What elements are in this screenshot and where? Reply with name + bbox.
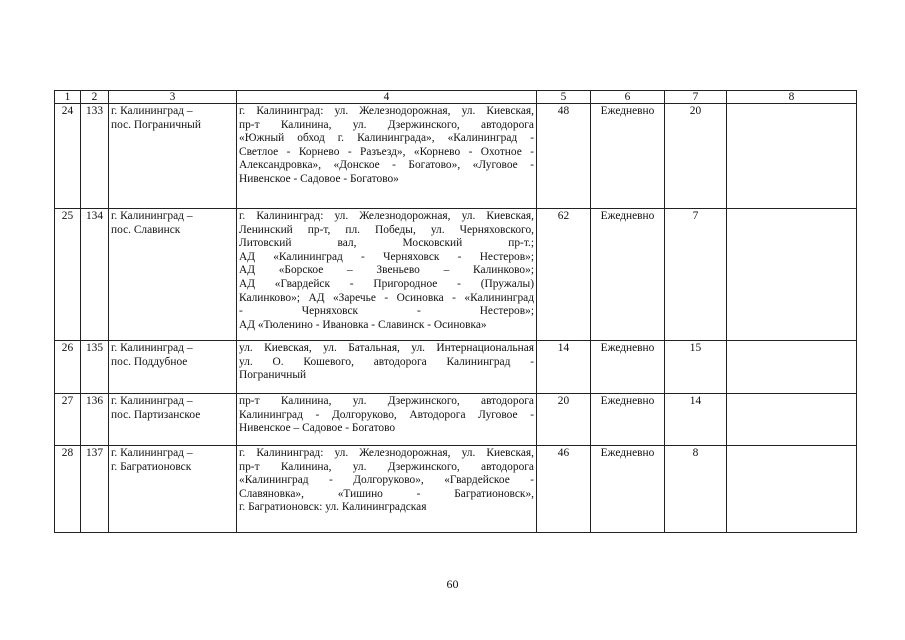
header-cell-7: 7 xyxy=(665,91,727,104)
route-path-line: пр-т Калинина, ул. Дзержинского, автодорога xyxy=(239,118,534,131)
route-days: Ежедневно xyxy=(591,446,665,533)
route-path xyxy=(237,341,537,394)
route-path-line: АД «Тюленино - Ивановка - Славинск - Осиновка» xyxy=(239,318,487,331)
row-number: 24 xyxy=(55,104,81,209)
header-cell-8: 8 xyxy=(727,91,857,104)
route-name-line: пос. Пограничный xyxy=(111,118,201,131)
route-name-line: г. Калининград – xyxy=(111,395,193,407)
route-path-line: г. Калининград: ул. Железнодорожная, ул. Киевская, xyxy=(239,105,534,117)
route-name xyxy=(109,209,237,341)
route-name-line: г. Калининград – xyxy=(111,342,193,354)
table-row xyxy=(55,341,857,394)
route-path-line: г. Калининград: ул. Железнодорожная, ул. Киевская, xyxy=(239,447,534,459)
route-path-line: АД «Борское – Звеньево – Калинково»; xyxy=(239,264,534,277)
route-path xyxy=(237,394,537,446)
table-row xyxy=(55,209,857,341)
table-row xyxy=(55,104,857,209)
route-number: 134 xyxy=(81,209,109,341)
route-path xyxy=(237,446,537,533)
row-number: 25 xyxy=(55,209,81,341)
header-cell-3: 3 xyxy=(109,91,237,104)
route-name xyxy=(109,341,237,394)
route-note xyxy=(727,394,857,446)
header-cell-6: 6 xyxy=(591,91,665,104)
route-name xyxy=(109,104,237,209)
route-trips: 15 xyxy=(665,341,727,394)
route-trips: 7 xyxy=(665,209,727,341)
route-name-line: пос. Партизанское xyxy=(111,408,201,421)
route-path-line: пр-т Калинина, ул. Дзержинского, автодорога xyxy=(239,395,534,407)
route-path-line: Калининград - Долгоруково, Автодорога Луговое - xyxy=(239,408,534,421)
route-path-line: «Калининград - Долгоруково», «Гвардейское - xyxy=(239,474,534,487)
route-distance: 62 xyxy=(537,209,591,341)
route-name-line: г. Калининград – xyxy=(111,447,193,459)
route-note xyxy=(727,446,857,533)
route-path-line: Нивенское - Садовое - Богатово» xyxy=(239,172,399,185)
route-name xyxy=(109,394,237,446)
route-note xyxy=(727,209,857,341)
page-number: 60 xyxy=(446,577,459,591)
route-path-line: АД «Гвардейск - Пригородное - (Пружалы) xyxy=(239,277,534,290)
row-number: 28 xyxy=(55,446,81,533)
route-days: Ежедневно xyxy=(591,394,665,446)
header-cell-2: 2 xyxy=(81,91,109,104)
route-name-line: г. Калининград – xyxy=(111,105,193,117)
row-number: 26 xyxy=(55,341,81,394)
route-path-line: - Черняховск - Нестеров»; xyxy=(239,305,534,318)
route-trips: 20 xyxy=(665,104,727,209)
route-path xyxy=(237,104,537,209)
route-number: 133 xyxy=(81,104,109,209)
route-distance: 20 xyxy=(537,394,591,446)
route-note xyxy=(727,104,857,209)
route-number: 135 xyxy=(81,341,109,394)
route-path xyxy=(237,209,537,341)
header-cell-4: 4 xyxy=(237,91,537,104)
route-days: Ежедневно xyxy=(591,341,665,394)
table-row xyxy=(55,446,857,533)
route-note xyxy=(727,341,857,394)
route-distance: 14 xyxy=(537,341,591,394)
route-distance: 48 xyxy=(537,104,591,209)
route-path-line: Светлое - Корнево - Разъезд», «Корнево - Охотное - xyxy=(239,145,534,158)
route-path-line: Славяновка», «Тишино - Багратионовск», xyxy=(239,487,534,500)
route-path-line: г. Калининград: ул. Железнодорожная, ул. Киевская, xyxy=(239,210,534,222)
route-days: Ежедневно xyxy=(591,104,665,209)
route-trips: 8 xyxy=(665,446,727,533)
route-number: 137 xyxy=(81,446,109,533)
route-path-line: Ленинский пр-т, пл. Победы, ул. Черняховского, xyxy=(239,223,534,236)
route-path-line: Литовский вал, Московский пр-т.; xyxy=(239,237,534,250)
header-row xyxy=(55,91,857,104)
route-name-line: г. Багратионовск xyxy=(111,460,192,473)
route-path-line: ул. Киевская, ул. Батальная, ул. Интернациональная xyxy=(239,342,534,354)
route-path-line: пр-т Калинина, ул. Дзержинского, автодорога xyxy=(239,460,534,473)
route-name xyxy=(109,446,237,533)
route-path-line: АД «Калининград - Черняховск - Нестеров»; xyxy=(239,250,534,263)
table-row xyxy=(55,394,857,446)
route-path-line: г. Багратионовск: ул. Калининградская xyxy=(239,501,427,514)
route-path-line: Александровка», «Донское - Богатово», «Луговое - xyxy=(239,159,534,172)
route-path-line: Пограничный xyxy=(239,369,307,382)
route-days: Ежедневно xyxy=(591,209,665,341)
route-path-line: Нивенское – Садовое - Богатово xyxy=(239,422,396,435)
header-cell-1: 1 xyxy=(55,91,81,104)
route-path-line: Калинково»; АД «Заречье - Осиновка - «Калининград xyxy=(239,291,534,304)
route-path-line: ул. О. Кошевого, автодорога Калининград - xyxy=(239,355,534,368)
row-number: 27 xyxy=(55,394,81,446)
route-name-line: г. Калининград – xyxy=(111,210,193,222)
route-name-line: пос. Славинск xyxy=(111,223,181,236)
route-number: 136 xyxy=(81,394,109,446)
route-trips: 14 xyxy=(665,394,727,446)
route-path-line: «Южный обход г. Калининграда», «Калининград - xyxy=(239,132,534,145)
header-cell-5: 5 xyxy=(537,91,591,104)
route-name-line: пос. Поддубное xyxy=(111,355,188,368)
route-distance: 46 xyxy=(537,446,591,533)
routes-table xyxy=(54,90,857,533)
